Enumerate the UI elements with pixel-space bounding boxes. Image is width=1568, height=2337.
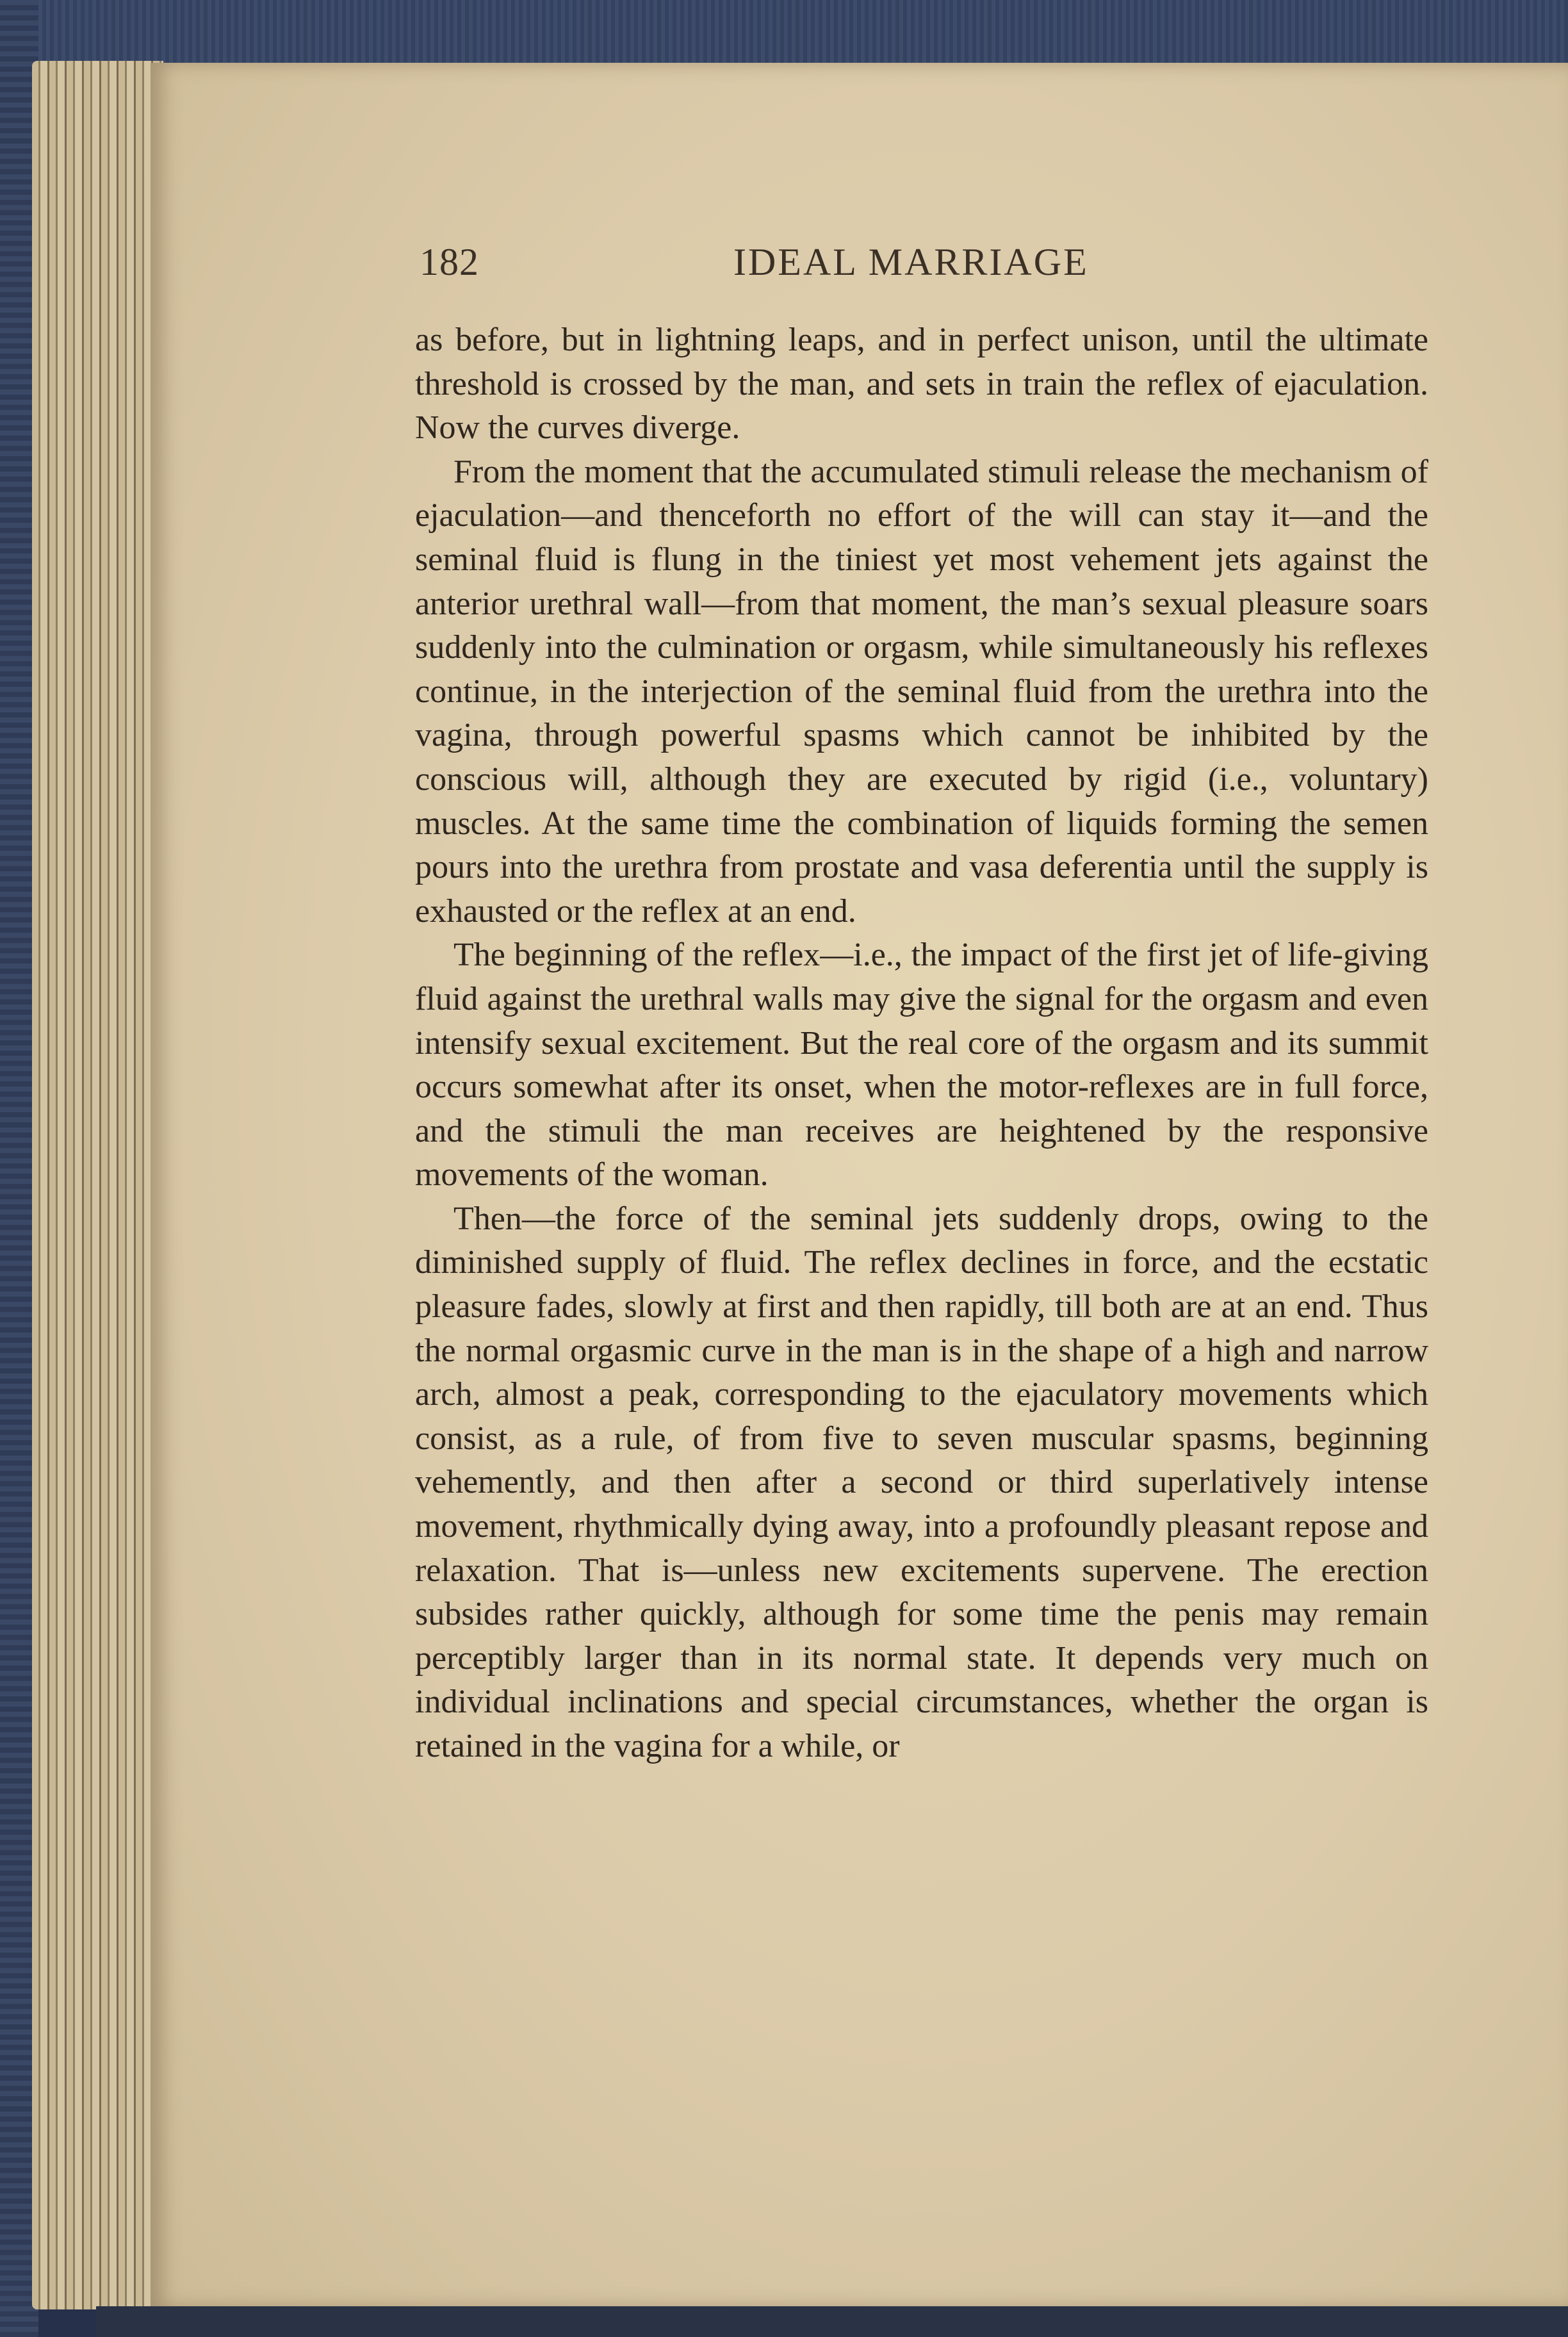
body-text [415,318,1428,1769]
page-number: 182 [420,241,479,283]
paragraph: From the moment that the accumulated stimuli release the mechanism of ejaculation—and thenceforth no effort of the will can stay it—and the seminal fluid is flung in the tiniest yet most vehement jets against the anterior urethral wall—from that moment, the man’s sexual pleasure soars suddenly into the culmination or orgasm, while simultaneously his reflexes continue, in the interjection of the seminal fluid from the urethra into the vagina, through powerful spasms which cannot be inhibited by the conscious will, although they are executed by rigid (i.e., voluntary) muscles. At the same time the combination of liquids forming the semen pours into the urethra from prostate and vasa deferentia until the supply is exhausted or the reflex at an end. [415,453,1428,930]
book-cover-bottom [96,2306,1568,2337]
running-head [420,240,1412,291]
paragraph: The beginning of the reflex—i.e., the impact of the first jet of life-giving fluid against the urethral walls may give the signal for the orgasm and even intensify sexual excitement. But the real core of the orgasm and its summit occurs somewhat after its onset, when the motor-reflexes are in full force, and the stimuli the man receives are heightened by the responsive movements of the woman. [415,937,1428,1193]
book-cover-top [0,0,1568,67]
paragraph: Then—the force of the seminal jets suddenly drops, owing to the diminished supply of fluid. The reflex declines in force, and the ecstatic pleasure fades, slowly at first and then rapidly, till both are at an end. Thus the normal orgasmic curve in the man is in the shape of a high and narrow arch, almost a peak, corresponding to the ejaculatory movements which consist, as a rule, of from five to seven muscular spasms, beginning vehemently, and then after a second or third superlatively intense movement, rhythmically dying away, into a profoundly pleasant repose and relaxation. That is—unless new excitements supervene. The erection subsides rather quickly, although for some time the penis may remain perceptibly larger than in its normal state. It depends very much on individual inclinations and special circumstances, whether the organ is retained in the vagina for a while, or [415,1200,1428,1764]
running-title: IDEAL MARRIAGE [733,241,1089,283]
page-edges [32,61,163,2309]
paragraph: as before, but in lightning leaps, and in perfect unison, until the ultimate threshold is crossed by the man, and sets in train the reflex of ejaculation. Now the curves diverge. [415,322,1428,447]
